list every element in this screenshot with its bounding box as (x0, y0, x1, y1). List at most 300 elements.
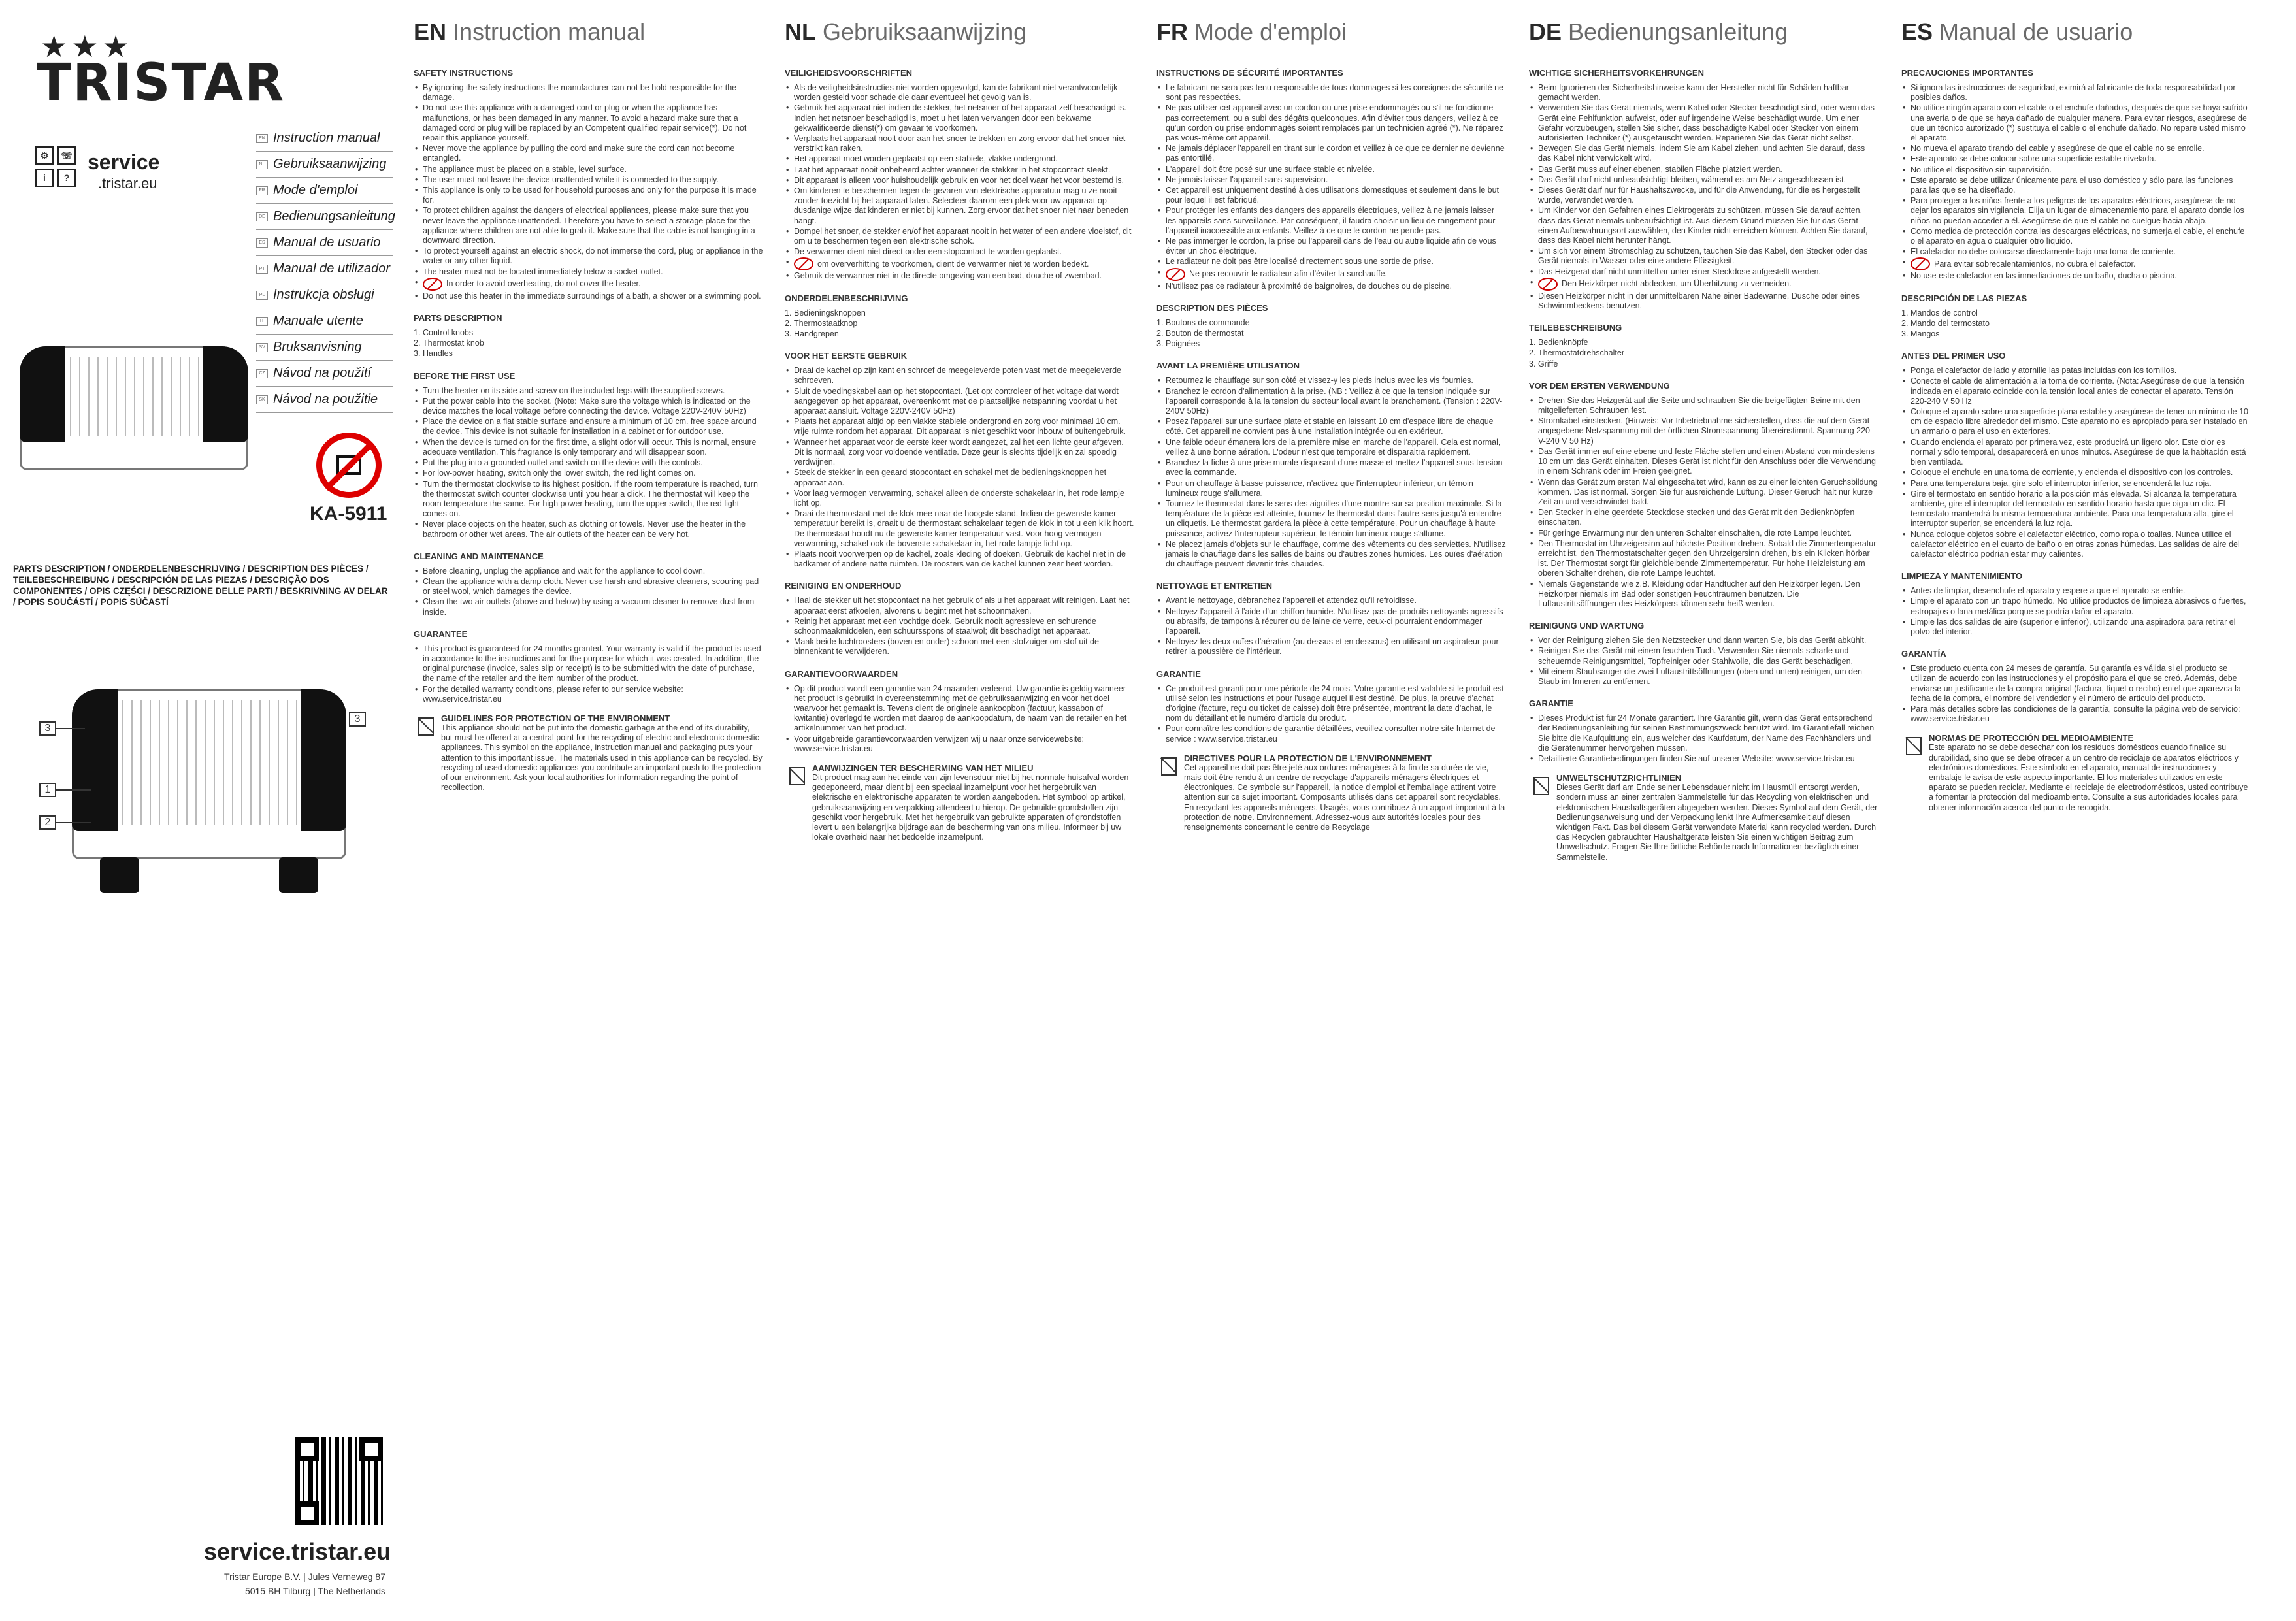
environment-row (1529, 773, 1878, 862)
item-text: Thermostat knob (423, 338, 484, 348)
parts-item (414, 338, 763, 348)
warning-text: • Para evitar sobrecalentamientos, no cubra el calefactor. (1934, 259, 2136, 269)
manual-language-item: FR Mode d'emploi (256, 178, 393, 204)
environment-text: Dit product mag aan het einde van zijn levensduur niet bij het normale huisafval worden gedeponeerd, maar dient bij een speciaal inzamelpunt voor het hergebruik van elektrische en elektronische apparaten te worden aangeboden. Het symbool op artikel, gebruiksaanwijzing en verpakking attendeert u hierop. De gebruikte grondstoffen zijn geschikt voor hergebruik. Met het hergebruik van gebruikte apparaten of grondstoffen levert u een belangrijke bijdrage aan de bescherming van ons milieu. Informeer bij uw lokale overheid naar het bedoelde inzamelpunt. (812, 772, 1129, 842)
bullet-item: • This appliance is only to be used for household purposes and only for the purpose it is made for. (414, 186, 763, 205)
bullet-item: • De verwarmer dient niet direct onder een stopcontact te worden geplaatst. (785, 247, 1134, 257)
parts-item (785, 319, 1134, 329)
bullet-item: • Steek de stekker in een geaard stopcontact en schakel met de bedieningsknoppen het apparaat aan. (785, 468, 1134, 487)
bullet-item: • Ne pas utiliser cet appareil avec un cordon ou une prise endommagés ou s'il ne fonctionne pas correctement, ou a subi des dégâts quelconques. Afin d'éviter tous dangers, veillez à ce qu'un cordon ou prise endommagés soient remplacés par un technicien agréé (*). Ne réparez pas vous-même cet appareil. (1156, 103, 1506, 143)
bullet-item: • Coloque el enchufe en una toma de corriente, y encienda el dispositivo con los controles. (1901, 468, 2251, 478)
bullet-item: • Das Gerät immer auf eine ebene und feste Fläche stellen und einen Abstand von mindestens 10 cm um das Gerät einhalten. Dieses Gerät ist nicht für den Anschluss oder die Verwendung in einem Schrank oder im Freien geeignet. (1529, 447, 1878, 477)
cleaning-heading: CLEANING AND MAINTENANCE (414, 551, 544, 561)
bullet-item: • Coloque el aparato sobre una superficie plana estable y asegúrese de tener un mínimo de 10 cm de espacio libre alrededor del mismo. Este aparato no es apropiado para ser instalado en un armario o para el uso en exteriores. (1901, 407, 2251, 437)
safety2-list (1529, 291, 1878, 311)
item-number: 3. (1901, 329, 1909, 339)
clean-list (1156, 596, 1506, 657)
parts-list (414, 328, 763, 359)
bullet-item: • Diesen Heizkörper nicht in der unmittelbaren Nähe einer Badewanne, Dusche oder eines Schwimmbeckens benutzen. (1529, 291, 1878, 311)
safety-heading: SAFETY INSTRUCTIONS (414, 68, 514, 78)
bullet-item: • Put the plug into a grounded outlet and switch on the device with the controls. (414, 458, 763, 468)
bullet-item: • Op dit product wordt een garantie van 24 maanden verleend. Uw garantie is geldig wanneer het product is gebruikt in overeenstemming met de gebruiksaanwijzing en voor het doel waarvoor het gemaakt is. Tevens dient de originele aankoopbon (factuur, kassabon of kwitantie) overlegd te worden met daarop de aankoopdatum, de naam van de retailer en het artikelnummer van het product. (785, 684, 1134, 734)
recycle-bin-icon (785, 763, 807, 787)
guar-list (785, 684, 1134, 754)
bullet-item: • Dieses Gerät darf nur für Haushaltszwecke, und für die Anwendung, für die es hergestellt wurde, verwendet werden. (1529, 186, 1878, 205)
language-code: DE (1529, 18, 1562, 45)
bullet-item: • Antes de limpiar, desenchufe el aparato y espere a que el aparato se enfríe. (1901, 586, 2251, 596)
environment-block (785, 763, 1134, 842)
bullet-item: • Dit apparaat is alleen voor huishoudelijk gebruik en voor het doel waar het voor bestemd is. (785, 176, 1134, 186)
bullet-item: • Als de veiligheidsinstructies niet worden opgevolgd, kan de fabrikant niet verantwoordelijk worden gesteld voor schade die daar eventueel het gevolg van is. (785, 83, 1134, 103)
warning-row (1911, 257, 2251, 270)
bullet-item: • Turn the heater on its side and screw on the included legs with the supplied screws. (414, 386, 763, 396)
service-url[interactable]: service.tristar.eu (204, 1538, 391, 1565)
item-number: 1. (1156, 318, 1164, 327)
environment-row (1901, 733, 2251, 812)
first-use-heading: AVANT LA PREMIÈRE UTILISATION (1156, 361, 1300, 371)
parts-list (1901, 308, 2251, 340)
bullet-item: • Nettoyez l'appareil à l'aide d'un chiffon humide. N'utilisez pas de produits nettoyants agressifs ou abrasifs, de tampons à récurer ou de laine de verre, ceux-ci pourraient endommager l'appareil. (1156, 607, 1506, 637)
bullet-item: • Reinig het apparaat met een vochtige doek. Gebruik nooit agressieve en schurende schoonmaakmiddelen, een schuursspons of staalwol; dit beschadigt het apparaat. (785, 617, 1134, 636)
safety-list (1529, 83, 1878, 277)
bullet-item: • Ne jamais laisser l'appareil sans supervision. (1156, 175, 1506, 185)
item-number: 3. (1529, 359, 1536, 368)
bullet-item: • Ce produit est garanti pour une période de 24 mois. Votre garantie est valable si le produit est utilisé selon les instructions et pour l'usage auquel il est destiné. De plus, la preuve d'achat d'origine (facture, reçu ou ticket de caisse) doit être présentée, montrant la date d'achat, le nom du détaillant et le numéro d'article du produit. (1156, 684, 1506, 724)
bullet-item: • Do not use this heater in the immediate surroundings of a bath, a shower or a swimming pool. (414, 291, 763, 301)
safety-list (414, 83, 763, 277)
manual-title: Bedienungsanleitung (1568, 18, 1788, 45)
bullet-item: • Nunca coloque objetos sobre el calefactor eléctrico, como ropa o toallas. Nunca utilice el calefactor eléctrico en el cuarto de baño o en otras zonas húmedas. Las salidas de aire del calefactor eléctrico podrían estar muy calientes. (1901, 530, 2251, 560)
manual-title: Instruction manual (453, 18, 646, 45)
cleaning-heading: LIMPIEZA Y MANTENIMIENTO (1901, 571, 2023, 581)
cleaning-heading: NETTOYAGE ET ENTRETIEN (1156, 581, 1272, 591)
gear-icon: ⚙ (35, 146, 54, 165)
bullet-item: • Laat het apparaat nooit onbeheerd achter wanneer de stekker in het stopcontact steekt. (785, 165, 1134, 175)
service-logo-sub: .tristar.eu (98, 175, 157, 191)
first-list (785, 366, 1134, 569)
language-code: NL (785, 18, 816, 45)
bullet-item: • Vor der Reinigung ziehen Sie den Netzstecker und dann warten Sie, bis das Gerät abkühlt. (1529, 636, 1878, 646)
bullet-item: • Cet appareil est uniquement destiné à des utilisations domestiques et seulement dans le but pour lequel il est fabriqué. (1156, 186, 1506, 205)
environment-block (1901, 733, 2251, 812)
flag-icon: FR (256, 186, 268, 195)
parts-item (1529, 348, 1878, 358)
first-list (414, 386, 763, 540)
parts-item (1529, 338, 1878, 348)
item-number: 3. (785, 329, 792, 339)
item-text: Thermostaatknop (794, 318, 858, 328)
item-number: 1. (1901, 308, 1909, 318)
tristar-logo: TRISTAR (37, 54, 286, 112)
parts-item (785, 308, 1134, 318)
bullet-item: • Um Kinder vor den Gefahren eines Elektrogeräts zu schützen, müssen Sie darauf achten, dass das Gerät niemals unbeaufsichtigt ist. Aus diesem Grund müssen Sie für das Gerät einen Aufbewahrungsort auswählen, den Kinder nicht erreichen können. Achten Sie darauf, dass das Kabel nicht herunter hängt. (1529, 206, 1878, 246)
bullet-item: • Limpie las dos salidas de aire (superior e inferior), utilizando una aspiradora para retirar el polvo del interior. (1901, 617, 2251, 637)
recycle-bin-icon (1529, 773, 1551, 796)
manual-language-item: IT Manuale utente (256, 308, 393, 335)
manual-language-item: ES Manual de usuario (256, 230, 393, 256)
bullet-item: • Para proteger a los niños frente a los peligros de los aparatos eléctricos, asegúrese de no dejar los aparatos sin vigilancia. Elija un lugar de almacenamiento para el aparato donde los niños no puedan acceder a él. Asegúrese de que el cable no cuelgue hacia abajo. (1901, 196, 2251, 226)
manual-language-item: PT Manual de utilizador (256, 256, 393, 282)
section-title (1901, 18, 2251, 46)
environment-block (414, 713, 763, 793)
guarantee-heading: GUARANTEE (414, 629, 468, 639)
safety-heading: WICHTIGE SICHERHEITSVORKEHRUNGEN (1529, 68, 1704, 78)
bullet-item: • Put the power cable into the socket. (Note: Make sure the voltage which is indicated on the device matches the local voltage before connecting the device. Voltage 220V-240V 50Hz) (414, 397, 763, 416)
cleaning-heading: REINIGUNG UND WARTUNG (1529, 621, 1645, 631)
parts-list (785, 308, 1134, 340)
warning-row (1166, 268, 1506, 281)
phone-icon: ☏ (57, 146, 76, 165)
bullet-item: • Clean the appliance with a damp cloth. Never use harsh and abrasive cleaners, scouring pad or steel wool, which damages the device. (414, 577, 763, 597)
item-number: 2. (1156, 329, 1164, 338)
bullet-item: • Ne pas immerger le cordon, la prise ou l'appareil dans de l'eau ou autre liquide afin de vous éviter un choc électrique. (1156, 237, 1506, 256)
manual-language-item: SV Bruksanvisning (256, 335, 393, 361)
language-code: ES (1901, 18, 1933, 45)
bullet-item: • Draai de kachel op zijn kant en schroef de meegeleverde poten vast met de meegeleverde schroeven. (785, 366, 1134, 385)
bullet-item: • Conecte el cable de alimentación a la toma de corriente. (Nota: Asegúrese de que la tensión indicada en el aparato coincide con la tensión local antes de conectar el aparato. Tensión 220-240 V 50 Hz (1901, 376, 2251, 406)
bullet-item: • Verplaats het apparaat nooit door aan het snoer te trekken en zorg ervoor dat het snoer niet verstrikt kan raken. (785, 134, 1134, 154)
bullet-item: • Ponga el calefactor de lado y atornille las patas incluidas con los tornillos. (1901, 366, 2251, 376)
bullet-item: • No mueva el aparato tirando del cable y asegúrese de que el cable no se enrolle. (1901, 144, 2251, 154)
bullet-item: • Do not use this appliance with a damaged cord or plug or when the appliance has malfunctions, or has been damaged in any manner. To avoid a hazard make sure that a damaged cord or plug will be replaced by an Competent qualified repair service(*). Do not repair this appliance yourself. (414, 103, 763, 143)
bullet-item: • El calefactor no debe colocarse directamente bajo una toma de corriente. (1901, 247, 2251, 257)
bullet-item: • Retournez le chauffage sur son côté et vissez-y les pieds inclus avec les vis fournies. (1156, 376, 1506, 385)
manual-language-item: DE Bedienungsanleitung (256, 204, 393, 230)
item-text: Boutons de commande (1166, 318, 1250, 327)
recycle-bin-icon (1901, 733, 1924, 757)
first-list (1156, 376, 1506, 569)
bullet-item: • Haal de stekker uit het stopcontact na het gebruik of als u het apparaat wilt reinigen. Laat het apparaat eerst afkoelen, alvorens u begint met het schoonmaken. (785, 596, 1134, 615)
safety-list (785, 83, 1134, 257)
bullet-item: • Drehen Sie das Heizgerät auf die Seite und schrauben Sie die beigefügten Beine mit den mitgelieferten Schrauben fest. (1529, 396, 1878, 416)
safety-heading: INSTRUCTIONS DE SÉCURITÉ IMPORTANTES (1156, 68, 1343, 78)
section-es (1901, 18, 2251, 813)
warning-item (414, 278, 763, 291)
first-use-heading: VOOR HET EERSTE GEBRUIK (785, 351, 908, 361)
bullet-item: • Um sich vor einem Stromschlag zu schützen, tauchen Sie das Kabel, den Stecker oder das Gerät niemals in Wasser oder eine andere Flüssigkeit. (1529, 246, 1878, 266)
bullet-item: • Plaats het apparaat altijd op een vlakke stabiele ondergrond en zorg voor minimaal 10 cm. vrije ruimte rondom het apparaat. Dit apparaat is niet geschikt voor inbouw of buitengebruik. (785, 417, 1134, 436)
bullet-item: • Wanneer het apparaat voor de eerste keer wordt aangezet, zal het een lichte geur afgeven. Dit is normaal, zorg voor voldoende ventilatie. Deze geur is slechts tijdelijk en zal spoedig verdwijnen. (785, 438, 1134, 468)
bullet-item: • Gebruik de verwarmer niet in de directe omgeving van een bad, douche of zwembad. (785, 271, 1134, 281)
clean-list (414, 566, 763, 617)
bullet-item: • N'utilisez pas ce radiateur à proximité de baignoires, de douches ou de piscine. (1156, 282, 1506, 291)
bullet-item: • The user must not leave the device unattended while it is connected to the supply. (414, 175, 763, 185)
service-logo: service (88, 150, 160, 174)
item-text: Bouton de thermostat (1166, 329, 1244, 338)
item-number: 2. (414, 338, 421, 348)
flag-icon: ES (256, 238, 268, 248)
flag-icon: IT (256, 317, 268, 326)
cleaning-heading: REINIGING EN ONDERHOUD (785, 581, 902, 591)
manual-title: Mode d'emploi (1194, 18, 1347, 45)
bullet-item: • Om kinderen te beschermen tegen de gevaren van elektrische apparatuur mag u ze nooit zonder toezicht bij het apparaat laten. Selecteer daarom een plek voor uw apparaat op dusdanige wijze dat kinderen er niet bij kunnen. Zorg ervoor dat het snoer niet naar beneden hangt. (785, 186, 1134, 226)
item-number: 1. (414, 328, 421, 338)
warning-list (1156, 268, 1506, 281)
environment-heading: UMWELTSCHUTZRICHTLINIEN (1556, 773, 1682, 783)
environment-text-wrap (441, 713, 763, 793)
item-text: Thermostatdrehschalter (1538, 348, 1625, 358)
bullet-item: • No utilice ningún aparato con el cable o el enchufe dañados, después de que se haya sufrido una avería o de que se haya dañado de cualquier manera. Para evitar riesgos, asegúrese de que un técnico autorizado (*) sustituya el cable o el enchufe dañado. No repare usted mismo el aparato. (1901, 103, 2251, 143)
parts-heading: PARTS DESCRIPTION (414, 313, 502, 323)
manual-language-item: NL Gebruiksaanwijzing (256, 152, 393, 178)
bullet-item: • Sluit de voedingskabel aan op het stopcontact. (Let op: controleer of het voltage dat wordt aangegeven op het apparaat, overeenkomt met de plaatselijke netspanning voordat u het apparaat aansluit. Voltage 220V-240V 50Hz) (785, 387, 1134, 417)
cover-panel (0, 0, 399, 1621)
bullet-item: • Cuando encienda el aparato por primera vez, este producirá un ligero olor. Este olor es normal y sólo temporal, desaparecerá en unos minutos. Asegúrese de que la habitación está bien ventilada. (1901, 438, 2251, 468)
bullet-item: • Wenn das Gerät zum ersten Mal eingeschaltet wird, kann es zu einer leichten Geruchsbildung kommen. Das ist normal. Sorgen Sie für ausreichende Lüftung. Dieser Geruch hält nur kurze Zeit an und verschwindet bald. (1529, 478, 1878, 508)
manual-language-item: EN Instruction manual (256, 125, 393, 152)
warning-list (414, 278, 763, 291)
bullet-item: • Voor laag vermogen verwarming, schakel alleen de onderste schakelaar in, het rode lampje licht op. (785, 489, 1134, 508)
section-en (414, 18, 763, 793)
safety2-list (1901, 271, 2251, 281)
service-icons (35, 146, 76, 187)
environment-text: This appliance should not be put into the domestic garbage at the end of its durability, but must be offered at a central point for the recycling of electric and electronic domestic appliances. This symbol on the appliance, instruction manual and packaging puts your attention to this important issue. The materials used in this appliance can be recycled. By recycling of used domestic appliances you contribute an important push to the protection of our environment. Ask your local authorities for information regarding the point of recollection. (441, 723, 763, 793)
parts-heading: DESCRIPCIÓN DE LAS PIEZAS (1901, 293, 2027, 303)
item-text: Handgrepen (794, 329, 839, 339)
bullet-item: • This product is guaranteed for 24 months granted. Your warranty is valid if the product is used in accordance to the instructions and for the purpose for which it was created. In addition, the original purchase (invoice, sales slip or receipt) is to be submitted with the date of purchase, the name of the retailer and the item number of the product. (414, 644, 763, 684)
bullet-item: • Turn the thermostat clockwise to its highest position. If the room temperature is reached, turn the thermostat switch counter clockwise until you hear a click. The thermostat will keep the room temperature the same. For high power heating, turn the upper switch, the red light comes on. (414, 480, 763, 519)
bullet-item: • Draai de thermostaat met de klok mee naar de hoogste stand. Indien de gewenste kamer temperatuur bereikt is, draait u de thermostaat schakelaar tegen de klok in tot u een klik hoort. De thermostaat houdt nu de gewenste kamer temperatuur vast. Voor hoog vermogen verwarming, schakel ook de bovenste schakelaar in, het rode lampje licht op. (785, 509, 1134, 549)
parts-item (1901, 319, 2251, 329)
no-cover-icon (1166, 268, 1185, 281)
bullet-item: • Posez l'appareil sur une surface plate et stable en laissant 10 cm d'espace libre de chaque côté. Cet appareil ne convient pas à une installation intégrée ou en extérieur. (1156, 417, 1506, 436)
environment-text-wrap (1184, 753, 1506, 832)
safety2-list (1156, 282, 1506, 291)
parts-description-heading: PARTS DESCRIPTION / ONDERDELENBESCHRIJVING / DESCRIPTION DES PIÈCES / TEILEBESCHREIBUNG / DESCRIPCIÓN DE LAS PIEZAS / DESCRIÇÃO DOS COMPONENTES / OPIS CZĘŚCI / DESCRIZIONE DELLE PARTI / BESKRIVNING AV DELAR / POPIS SOUČÁSTÍ / POPIS SÚČASTÍ (13, 564, 388, 607)
bullet-item: • Este aparato se debe colocar sobre una superficie estable nivelada. (1901, 154, 2251, 164)
bullet-item: • When the device is turned on for the first time, a slight odor will occur. This is normal, ensure adequate ventilation. This fragrance is only temporary and will disappear soon. (414, 438, 763, 457)
safety-heading: VEILIGHEIDSVOORSCHRIFTEN (785, 68, 913, 78)
bullet-item: • Dieses Produkt ist für 24 Monate garantiert. Ihre Garantie gilt, wenn das Gerät entsprechend der Bedienungsanleitung für seinen Bestimmungszweck benutzt wird. Im Garantiefall reichen Sie bitte die Kaufquittung ein, aus welcher das Kaufdatum, der Name des Fachhändlers und die Gerätenummer hervorgehen müssen. (1529, 713, 1878, 753)
bullet-item: • Maak beide luchtroosters (boven en onder) schoon met een stofzuiger om stof uit de binnenkant te verwijderen. (785, 637, 1134, 657)
first-list (1529, 396, 1878, 609)
warning-text: • om oververhitting te voorkomen, dient de verwarmer niet te worden bedekt. (817, 259, 1089, 269)
warning-list (1901, 257, 2251, 270)
parts-item (1901, 329, 2251, 339)
do-not-cover-icon (316, 433, 382, 498)
bullet-item: • Das Heizgerät darf nicht unmittelbar unter einer Steckdose aufgestellt werden. (1529, 267, 1878, 277)
bullet-item: • To protect children against the dangers of electrical appliances, please make sure that you never leave the appliance unattended. Therefore you have to select a storage place for the appliance where children are not able to grab it. Make sure that the cable is not hanging in a downward direction. (414, 206, 763, 246)
bullet-item: • Avant le nettoyage, débranchez l'appareil et attendez qu'il refroidisse. (1156, 596, 1506, 606)
parts-item (1156, 329, 1506, 338)
warning-item (1529, 278, 1878, 291)
parts-item (414, 349, 763, 359)
environment-text-wrap (812, 763, 1134, 842)
bullet-item: • Para más detalles sobre las condiciones de la garantía, consulte la página web de servicio: www.service.tristar.eu (1901, 704, 2251, 724)
warning-text: • Den Heizkörper nicht abdecken, um Überhitzung zu vermeiden. (1562, 279, 1792, 289)
bullet-item: • L'appareil doit être posé sur une surface stable et nivelée. (1156, 165, 1506, 174)
manual-language-item: CZ Návod na použití (256, 361, 393, 387)
bullet-item: • Branchez le cordon d'alimentation à la prise. (NB : Veillez à ce que la tension indiquée sur l'appareil corresponde à la la tension du secteur local avant le branchement. (Tension : 220V-240V 50Hz) (1156, 387, 1506, 417)
guar-list (1901, 664, 2251, 724)
bullet-item: • For the detailed warranty conditions, please refer to our service website: www.service.tristar.eu (414, 685, 763, 704)
environment-text-wrap (1929, 733, 2251, 812)
warning-item (785, 257, 1134, 270)
environment-heading: GUIDELINES FOR PROTECTION OF THE ENVIRONMENT (441, 713, 670, 723)
question-icon: ? (57, 169, 76, 187)
bullet-item: • Never move the appliance by pulling the cord and make sure the cord can not become entangled. (414, 144, 763, 163)
manual-language-item: SK Návod na použitie (256, 387, 393, 413)
bullet-item: • Ne placez jamais d'objets sur le chauffage, comme des vêtements ou des serviettes. N'utilisez jamais le chauffage dans les salles de bains ou d'autres zones humides. Les ouïes d'aération du chauffage peuvent devenir très chaudes. (1156, 540, 1506, 570)
manual-language-item: PL Instrukcja obsługi (256, 282, 393, 308)
parts-item (785, 329, 1134, 339)
brand-stars: ★★★ (41, 29, 133, 63)
environment-row (414, 713, 763, 793)
flag-icon: PT (256, 265, 268, 274)
item-number: 1. (1529, 338, 1536, 348)
parts-item (1529, 359, 1878, 369)
item-text: Bedienknöpfe (1538, 338, 1588, 348)
environment-row (785, 763, 1134, 842)
bullet-item: • Como medida de protección contra las descargas eléctricas, no sumerja el cable, el enchufe o el aparato en agua o cualquier otro líquido. (1901, 227, 2251, 246)
clean-list (1529, 636, 1878, 687)
item-number: 1. (785, 308, 792, 318)
bullet-item: • Bewegen Sie das Gerät niemals, indem Sie am Kabel ziehen, und achten Sie darauf, dass das Kabel nicht verwickelt wird. (1529, 144, 1878, 163)
guarantee-heading: GARANTIE (1156, 668, 1201, 679)
warning-row (423, 278, 763, 291)
bullet-item: • Detaillierte Garantiebedingungen finden Sie auf unserer Website: www.service.tristar.eu (1529, 754, 1878, 764)
no-cover-icon (1911, 257, 1930, 270)
no-cover-icon (794, 257, 813, 270)
manual-title: Manual de usuario (1939, 18, 2133, 45)
parts-heading: ONDERDELENBESCHRIJVING (785, 293, 908, 303)
bullet-item: • Gire el termostato en sentido horario a la posición más elevada. Si alcanza la temperatura ambiente, gire el interruptor del termostato en sentido horario hasta que oiga un clic. El termostato mantendrá la misma temperatura ambiente. Para una temperatura alta, gire el interruptor superior, se encenderá la luz roja. (1901, 489, 2251, 529)
callout-3-left: 3 (39, 721, 56, 736)
item-text: Poignées (1166, 339, 1200, 349)
item-text: Mandos de control (1911, 308, 1978, 318)
flag-icon: SK (256, 395, 268, 404)
safety-heading: PRECAUCIONES IMPORTANTES (1901, 68, 2033, 78)
item-number: 2. (1901, 318, 1909, 328)
bullet-item: • Voor uitgebreide garantievoorwaarden verwijzen wij u naar onze servicewebsite: www.service.tristar.eu (785, 734, 1134, 754)
item-text: Mando del termostato (1911, 318, 1990, 328)
bullet-item: • Stromkabel einstecken. (Hinweis: Vor Inbetriebnahme sicherstellen, dass die auf dem Gerät angegebene Netzspannung mit der örtlichen Stromspannung übereinstimmt. Spannung 220 V-240 V 50 Hz) (1529, 416, 1878, 446)
bullet-item: • Branchez la fiche à une prise murale disposant d'une masse et mettez l'appareil sous tension avec la commande. (1156, 458, 1506, 478)
first-use-heading: ANTES DEL PRIMER USO (1901, 351, 2006, 361)
guarantee-heading: GARANTIEVOORWAARDEN (785, 668, 898, 679)
item-text: Bedieningsknoppen (794, 308, 866, 318)
flag-icon: NL (256, 160, 268, 169)
flag-icon: CZ (256, 369, 268, 378)
safety2-list (785, 271, 1134, 281)
environment-heading: NORMAS DE PROTECCIÓN DEL MEDIOAMBIENTE (1929, 733, 2134, 744)
environment-block (1529, 773, 1878, 862)
info-icon: i (35, 169, 54, 187)
section-title (1529, 18, 1878, 46)
bullet-item: • Mit einem Staubsauger die zwei Luftaustrittsöffnungen (oben und unten) reinigen, um den Staub im Inneren zu entfernen. (1529, 667, 1878, 687)
clean-list (1901, 586, 2251, 637)
first-use-heading: BEFORE THE FIRST USE (414, 370, 516, 381)
bullet-item: • Le fabricant ne sera pas tenu responsable de tous dommages si les consignes de sécurité ne sont pas respectées. (1156, 83, 1506, 103)
warning-list (1529, 278, 1878, 291)
language-code: EN (414, 18, 447, 45)
section-de (1529, 18, 1878, 862)
qr-code[interactable] (295, 1437, 383, 1525)
environment-heading: AANWIJZINGEN TER BESCHERMING VAN HET MILIEU (812, 762, 1034, 773)
bullet-item: • Für geringe Erwärmung nur den unteren Schalter einschalten, die rote Lampe leuchtet. (1529, 529, 1878, 538)
bullet-item: • Plaats nooit voorwerpen op de kachel, zoals kleding of doeken. Gebruik de kachel niet in de badkamer of andere natte ruimten. De roosters van de kachel kunnen zeer heet worden. (785, 549, 1134, 569)
bullet-item: • The appliance must be placed on a stable, level surface. (414, 165, 763, 174)
warning-item (1156, 268, 1506, 281)
environment-text: Dieses Gerät darf am Ende seiner Lebensdauer nicht im Hausmüll entsorgt werden, sondern muss an einer zentralen Sammelstelle für das Recycling von elektrischen und elektronischen Haushaltsgeräten abgegeben werden. Dieses Symbol auf dem Gerät, der Bedienungsanweisung und der Verpackung lenkt Ihre Aufmerksamkeit auf diesen wichtigen Fakt. Das bei diesem Gerät verwendete Material kann recycled werden. Durch das Recyclen gebrauchter Haushaltgeräte leisten Sie einen wichtigen Beitrag zum Umweltschutz. Fragen Sie Ihre örtliche Behörde nach Informationen bezüglich einer Sammelstelle. (1556, 783, 1878, 862)
company-address: Tristar Europe B.V. | Jules Verneweg 87 5015 BH Tilburg | The Netherlands (224, 1571, 385, 1596)
heater-photo-top (20, 346, 248, 470)
item-number: 3. (414, 349, 421, 359)
bullet-item: • Le radiateur ne doit pas être localisé directement sous une sortie de prise. (1156, 257, 1506, 267)
warning-item (1901, 257, 2251, 270)
manual-language-list (256, 125, 393, 413)
environment-text: Este aparato no se debe desechar con los residuos domésticos cuando finalice su durabilidad, sino que se debe ofrecer a un centro de reciclaje de aparatos eléctricos y electrónicos domésticos. Este símbolo en el aparato, manual de instrucciones y embalaje le avisa de este aspecto importante. El los materiales utilizados en este aparato se pueden reciclar. Mediante el reciclaje de electrodomésticos, usted contribuye a fomentar la protección del medioambiente. Consulte a sus autoridades locales para obtener información acerca del punto de recogida. (1929, 743, 2248, 812)
callout-1: 1 (39, 783, 56, 797)
safety2-list (414, 291, 763, 301)
no-cover-icon (423, 278, 442, 291)
section-nl (785, 18, 1134, 842)
bullet-item: • Reinigen Sie das Gerät mit einem feuchten Tuch. Verwenden Sie niemals scharfe und scheuernde Reinigungsmittel, Topfreiniger oder Stahlwolle, die das Gerät beschädigen. (1529, 646, 1878, 666)
callout-3-right: 3 (349, 712, 366, 727)
bullet-item: • To protect yourself against an electric shock, do not immerse the cord, plug or appliance in the water or any other liquid. (414, 246, 763, 266)
bullet-item: • Pour connaître les conditions de garantie détaillées, veuillez consulter notre site Internet de service : www.service.tristar.eu (1156, 724, 1506, 744)
guar-list (1156, 684, 1506, 744)
item-text: Handles (423, 349, 453, 359)
parts-item (1156, 339, 1506, 349)
item-text: Control knobs (423, 328, 474, 338)
bullet-item: • No utilice el dispositivo sin supervisión. (1901, 165, 2251, 175)
section-title (414, 18, 763, 46)
bullet-item: • The heater must not be located immediately below a socket-outlet. (414, 267, 763, 277)
warning-row (1538, 278, 1878, 291)
bullet-item: • Den Stecker in eine geerdete Steckdose stecken und das Gerät mit den Bedienknöpfen einschalten. (1529, 508, 1878, 527)
bullet-item: • Before cleaning, unplug the appliance and wait for the appliance to cool down. (414, 566, 763, 576)
callout-2: 2 (39, 815, 56, 830)
item-number: 2. (1529, 348, 1536, 358)
model-number: KA-5911 (310, 503, 387, 525)
environment-text: Cet appareil ne doit pas être jeté aux ordures ménagères à la fin de sa durée de vie, mais doit être rendu à un centre de recyclage d'appareils ménagers électriques et électroniques. Ce symbole sur l'appareil, la notice d'emploi et l'emballage attirent votre attention sur ce sujet important. Composants utilisés dans cet appareil sont recyclables. En recyclant les appareils ménagers. Usagés, vous contribuez à un apport important à la protection de notre. Environnement. Adressez-vous aux autorités locales pour des renseignements concernant le centre de Recyclage (1184, 762, 1505, 832)
flag-icon: DE (256, 212, 268, 221)
bullet-item: • Este producto cuenta con 24 meses de garantía. Su garantía es válida si el producto se utilizan de acuerdo con las instrucciones y el propósito para el que se creó. Además, debe enviarse un justificante de la compra original (factura, tíquet o recibo) en el que aparezca la fecha de la compra, el nombre del vendedor y el número de artículo del producto. (1901, 664, 2251, 704)
parts-item (414, 328, 763, 338)
bullet-item: • Este aparato se debe utilizar únicamente para el uso doméstico y sólo para las funciones para las que se ha diseñado. (1901, 176, 2251, 195)
bullet-item: • By ignoring the safety instructions the manufacturer can not be hold responsible for the damage. (414, 83, 763, 103)
bullet-item: • No use este calefactor en las inmediaciones de un baño, ducha o piscina. (1901, 271, 2251, 281)
section-fr (1156, 18, 1506, 832)
clean-list (785, 596, 1134, 657)
bullet-item: • Dompel het snoer, de stekker en/of het apparaat nooit in het water of een andere vloeistof, dit om u te beschermen tegen een elektrische schok. (785, 227, 1134, 246)
warning-list (785, 257, 1134, 270)
recycle-bin-icon (1156, 753, 1179, 777)
parts-list (1156, 318, 1506, 350)
guar-list (1529, 713, 1878, 764)
no-cover-icon (1538, 278, 1558, 291)
item-text: Griffe (1538, 359, 1558, 368)
bullet-item: • Ne jamais déplacer l'appareil en tirant sur le cordon et veillez à ce que ce dernier ne devienne pas entortillé. (1156, 144, 1506, 163)
bullet-item: • Nettoyez les deux ouïes d'aération (au dessus et en dessous) en utilisant un aspirateur pour retirer la poussière de l'intérieur. (1156, 637, 1506, 657)
environment-heading: DIRECTIVES POUR LA PROTECTION DE L'ENVIRONNEMENT (1184, 753, 1432, 763)
first-list (1901, 366, 2251, 559)
warning-text: • In order to avoid overheating, do not cover the heater. (446, 279, 641, 289)
bullet-item: • Clean the two air outlets (above and below) by using a vacuum cleaner to remove dust from inside. (414, 597, 763, 617)
warning-row (794, 257, 1134, 270)
bullet-item: • Niemals Gegenstände wie z.B. Kleidung oder Handtücher auf den Heizkörper legen. Den Heizkörper niemals im Bad oder sonstigen Feuchträumen benutzen. Die Luftaustrittsöffnungen des Heizkörpers können sehr heiß werden. (1529, 580, 1878, 610)
bullet-item: • Never place objects on the heater, such as clothing or towels. Never use the heater in the bathroom or other wet areas. The air outlets of the heater can be very hot. (414, 519, 763, 539)
item-text: Mangos (1911, 329, 1940, 339)
first-use-heading: VOR DEM ERSTEN VERWENDUNG (1529, 380, 1670, 391)
bullet-item: • Limpie el aparato con un trapo húmedo. No utilice productos de limpieza abrasivos o fuertes, estropajos o lana metálica porque se podría dañar el aparato. (1901, 597, 2251, 616)
environment-text-wrap (1556, 773, 1878, 862)
flag-icon: SV (256, 343, 268, 352)
bullet-item: • Tournez le thermostat dans le sens des aiguilles d'une montre sur sa position maximale. Si la température de la pièce est atteinte, tournez le thermostat dans l'autre sens jusqu'à entendre un cliquetis. Le thermostat gardera la pièce à cette température. Pour un chauffage à haute puissance, activez l'interrupteur supérieur, le témoin lumineux rouge s'allume. (1156, 499, 1506, 539)
section-title (785, 18, 1134, 46)
guar-list (414, 644, 763, 704)
